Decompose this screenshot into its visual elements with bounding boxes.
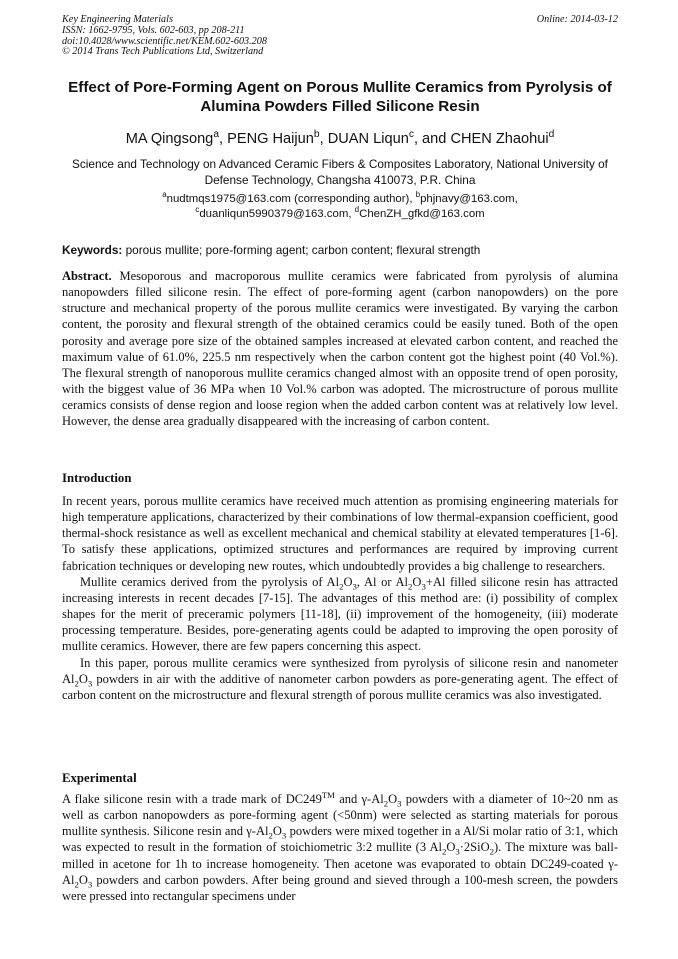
doi-line: doi:10.4028/www.scientific.net/KEM.602-603.208: [62, 35, 267, 47]
paragraph: In recent years, porous mullite ceramics have received much attention as promising engineering materials for high temperature applications, characterized by their combinations of low thermal-expansion coefficient, good thermal-shock resistance as well as excellent mechanical and chemical stability at elevated temperatures [1-6]. To satisfy these applications, optimized structures and performances are required by improving current fabrication techniques or developing new routes, which undoubtedly provides a big challenge to researchers.: [62, 494, 618, 573]
section-heading-introduction: Introduction: [62, 471, 132, 485]
paragraph: A flake silicone resin with a trade mark of DC249™ and $\gamma-Al_2O_3$ powders with a diameter of 10~20 nm as well as carbon nanopowders as pore-forming agent (<50nm) were selected as starting materials for porous mullite synthesis. Silicone resin and $\gamma-Al_2O_3$ powders were mixed together in a Al/Si molar ratio of 3:1, which was expected to result in the formation of stoichiometric 3:2 mullite (3 $Al_2O_3\cdot 2SiO_2$). The mixture was ball-milled in acetone for 1h to increase homogeneity. Then acetone was evaporated to obtain DC249-coated $\gamma-Al_2O_3$ powders and carbon powders. After being ground and sieved through a 100-mesh screen, the powders were pressed into rectangular specimens under: [62, 789, 619, 903]
author-name: CHEN Zhaohui: [450, 131, 549, 147]
paper-title: Effect of Pore-Forming Agent on Porous Mullite Ceramics from Pyrolysis of Alumina Powders Filled Silicone Resin: [68, 79, 612, 115]
author-list: MA Qingsong$^a$, PENG Haijun$^b$, DUAN Liqun$^c$, and CHEN Zhaohui$^d$: [125, 129, 555, 147]
keywords-label: Keywords:: [62, 243, 123, 257]
author-affil-mark: c: [408, 129, 414, 141]
abstract-text: Mesoporous and macroporous mullite ceramics were fabricated from pyrolysis of alumina nanopowders filled silicone resin. The effect of pore-forming agent (carbon nanopowders) on the pore structure and mechanical property of the porous mullite ceramics were investigated. By varying the carbon content, the porosity and flexural strength of the obtained ceramics could be easily tuned. Both of the open porosity and average pore size of the obtained samples increased at elevated carbon content, and reached the maximum value of 61.0%, 225.5 nm respectively when the carbon content got the highest point (40 Vol.%). The flexural strength of nanoporous mullite ceramics changed almost with an opposite trend of open porosity, with the biggest value of 36 MPa when 10 Vol.% carbon was adopted. The microstructure of porous mullite ceramics consists of dense region and loose region when the added carbon content was at relatively low level. However, the dense area gradually disappeared with the increasing of carbon content.: [62, 269, 618, 429]
author-affil-mark: a: [213, 129, 219, 141]
author-affil-mark: d: [548, 129, 555, 141]
author-emails: $^a$nudtmqs1975@163.com (corresponding author), $^b$phjnavy@163.com, $^c$duanliqun5990379@163.com, $^d$ChenZH_gfkd@163.com: [162, 190, 518, 220]
publication-header: [62, 15, 618, 58]
affiliation: Science and Technology on Advanced Ceramic Fibers & Composites Laboratory, National University of Defense Technology, Changsha 410073, P.R. China: [72, 157, 608, 187]
issn-line: ISSN: 1662-9795, Vols. 602-603, pp 208-211: [62, 24, 245, 36]
author-name: DUAN Liqun: [327, 131, 409, 147]
experimental-section: [62, 791, 618, 904]
introduction-section: [62, 493, 618, 703]
author-name: PENG Haijun: [227, 131, 314, 147]
paragraph: In this paper, porous mullite ceramics were synthesized from pyrolysis of silicone resin and nanometer $Al_2O_3$ powders in air with the additive of nanometer carbon powders as pore-generating agent. The effect of carbon content on the microstructure and flexural strength of porous mullite ceramics was also investigated.: [62, 655, 618, 702]
paragraph: Mullite ceramics derived from the pyrolysis of $Al_2O_3$, Al or $Al_2O_3+Al$ filled silicone resin has attracted increasing interests in recent decades [7-15]. The advantages of this method are: (i) possibility of complex shapes for the merit of preceramic polymers [11-18], (ii) improvement of the homogeneity, (iii) moderate processing temperature. Besides, pore-generating agents could be adapted to improving the open porosity of mullite ceramics. However, there are few papers concerning this aspect.: [62, 574, 618, 654]
author-name: MA Qingsong: [125, 131, 214, 147]
section-heading-experimental: Experimental: [62, 771, 137, 785]
author-affil-mark: b: [313, 129, 320, 141]
email-link[interactable]: nudtmqs1975@163.com (corresponding author),: [166, 193, 416, 205]
email-link[interactable]: ChenZH_gfkd@163.com: [359, 207, 485, 220]
abstract-label: Abstract.: [62, 269, 112, 283]
journal-name: Key Engineering Materials: [62, 14, 173, 25]
email-link[interactable]: duanliqun5990379@163.com,: [199, 207, 355, 220]
online-date: Online: 2014-03-12: [536, 14, 618, 25]
keywords-text: porous mullite; pore-forming agent; carbon content; flexural strength: [122, 243, 481, 257]
copyright-line: © 2014 Trans Tech Publications Ltd, Switzerland: [62, 46, 264, 58]
keywords: [62, 243, 618, 258]
email-link[interactable]: phjnavy@163.com,: [420, 193, 518, 205]
abstract: [62, 268, 618, 430]
